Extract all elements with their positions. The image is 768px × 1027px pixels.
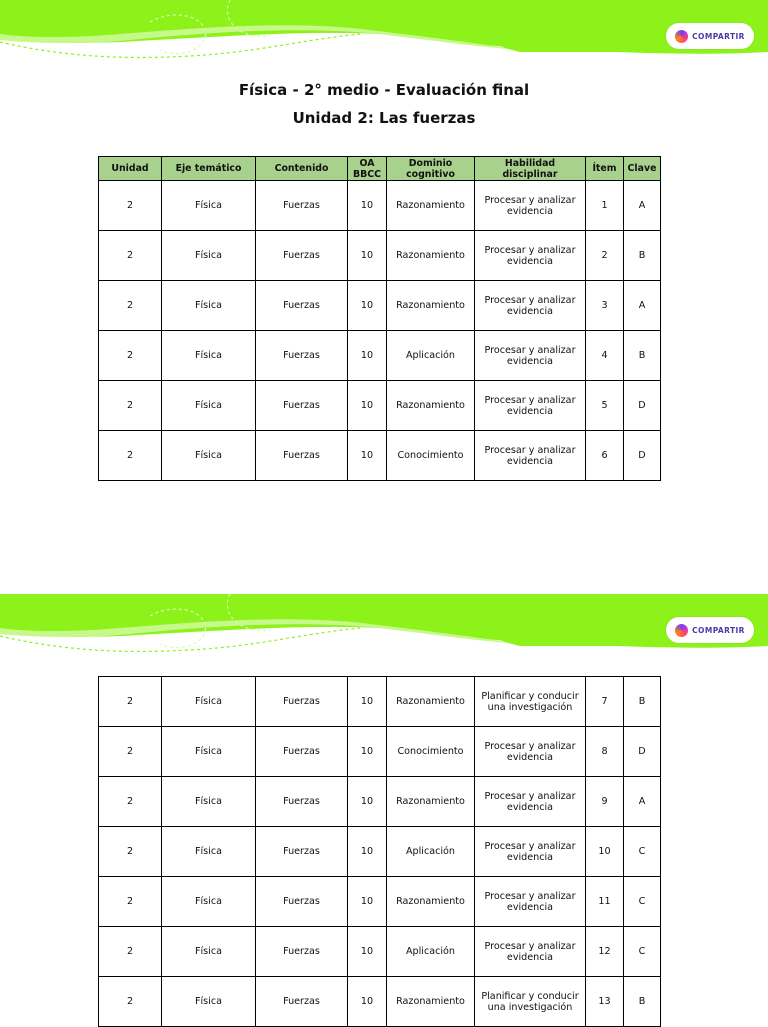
cell-clave: D (624, 381, 661, 431)
logo-text: COMPARTIR (692, 31, 745, 41)
cell-eje: Física (162, 431, 256, 481)
evaluation-table-page-1 (98, 156, 661, 481)
cell-clave: B (624, 977, 661, 1027)
table-row (99, 231, 661, 281)
table-row (99, 977, 661, 1027)
cell-unidad: 2 (99, 927, 162, 977)
cell-clave: A (624, 181, 661, 231)
cell-contenido: Fuerzas (256, 281, 348, 331)
cell-habilidad: Planificar y conducir una investigación (475, 977, 586, 1027)
table-header-row (99, 157, 661, 181)
cell-dominio: Conocimiento (387, 727, 475, 777)
cell-unidad: 2 (99, 977, 162, 1027)
cell-unidad: 2 (99, 281, 162, 331)
table-row (99, 727, 661, 777)
cell-unidad: 2 (99, 331, 162, 381)
cell-dominio: Razonamiento (387, 677, 475, 727)
cell-dominio: Razonamiento (387, 181, 475, 231)
cell-clave: C (624, 927, 661, 977)
cell-habilidad: Procesar y analizar evidencia (475, 181, 586, 231)
cell-oa: 10 (348, 977, 387, 1027)
cell-oa: 10 (348, 877, 387, 927)
cell-oa: 10 (348, 181, 387, 231)
cell-item: 11 (586, 877, 624, 927)
cell-dominio: Aplicación (387, 927, 475, 977)
document-title: Física - 2° medio - Evaluación final (238, 81, 530, 99)
table-row (99, 877, 661, 927)
header-eje-tematico: Eje temático (162, 157, 256, 181)
cell-contenido: Fuerzas (256, 877, 348, 927)
cell-clave: D (624, 727, 661, 777)
cell-contenido: Fuerzas (256, 727, 348, 777)
cell-dominio: Razonamiento (387, 281, 475, 331)
cell-clave: A (624, 777, 661, 827)
cell-habilidad: Procesar y analizar evidencia (475, 231, 586, 281)
cell-item: 3 (586, 281, 624, 331)
cell-unidad: 2 (99, 877, 162, 927)
cell-unidad: 2 (99, 181, 162, 231)
cell-habilidad: Procesar y analizar evidencia (475, 827, 586, 877)
header-habilidad-disciplinar: Habilidad disciplinar (475, 157, 586, 181)
cell-eje: Física (162, 777, 256, 827)
cell-eje: Física (162, 727, 256, 777)
cell-eje: Física (162, 181, 256, 231)
cell-habilidad: Procesar y analizar evidencia (475, 727, 586, 777)
cell-oa: 10 (348, 777, 387, 827)
cell-clave: C (624, 827, 661, 877)
cell-clave: A (624, 281, 661, 331)
cell-habilidad: Procesar y analizar evidencia (475, 877, 586, 927)
cell-item: 2 (586, 231, 624, 281)
cell-eje: Física (162, 977, 256, 1027)
evaluation-table-page-2 (98, 676, 661, 1027)
cell-dominio: Razonamiento (387, 777, 475, 827)
cell-eje: Física (162, 677, 256, 727)
table-row (99, 827, 661, 877)
cell-oa: 10 (348, 431, 387, 481)
cell-item: 9 (586, 777, 624, 827)
compartir-logo (666, 23, 754, 49)
cell-item: 7 (586, 677, 624, 727)
cell-habilidad: Procesar y analizar evidencia (475, 927, 586, 977)
cell-item: 10 (586, 827, 624, 877)
table-row (99, 281, 661, 331)
cell-contenido: Fuerzas (256, 677, 348, 727)
cell-oa: 10 (348, 677, 387, 727)
cell-contenido: Fuerzas (256, 381, 348, 431)
cell-eje: Física (162, 381, 256, 431)
cell-unidad: 2 (99, 827, 162, 877)
cell-eje: Física (162, 281, 256, 331)
document-subtitle: Unidad 2: Las fuerzas (292, 109, 476, 127)
header-contenido: Contenido (256, 157, 348, 181)
table-row (99, 181, 661, 231)
cell-eje: Física (162, 927, 256, 977)
logo-text: COMPARTIR (692, 625, 745, 635)
cell-clave: B (624, 331, 661, 381)
cell-unidad: 2 (99, 431, 162, 481)
cell-dominio: Aplicación (387, 827, 475, 877)
cell-clave: B (624, 231, 661, 281)
cell-unidad: 2 (99, 231, 162, 281)
green-banner-decoration (0, 0, 768, 80)
cell-item: 4 (586, 331, 624, 381)
cell-oa: 10 (348, 827, 387, 877)
cell-item: 12 (586, 927, 624, 977)
cell-contenido: Fuerzas (256, 231, 348, 281)
cell-item: 5 (586, 381, 624, 431)
cell-eje: Física (162, 877, 256, 927)
header-item: Ítem (586, 157, 624, 181)
cell-habilidad: Procesar y analizar evidencia (475, 281, 586, 331)
cell-clave: B (624, 677, 661, 727)
table-row (99, 927, 661, 977)
cell-dominio: Razonamiento (387, 877, 475, 927)
table-row (99, 331, 661, 381)
cell-habilidad: Procesar y analizar evidencia (475, 381, 586, 431)
cell-unidad: 2 (99, 381, 162, 431)
table-row (99, 431, 661, 481)
cell-dominio: Razonamiento (387, 381, 475, 431)
cell-item: 13 (586, 977, 624, 1027)
page-gap (0, 584, 768, 594)
header-dominio-cognitivo: Dominio cognitivo (387, 157, 475, 181)
cell-dominio: Razonamiento (387, 231, 475, 281)
cell-contenido: Fuerzas (256, 977, 348, 1027)
compartir-logo-icon (675, 30, 688, 43)
header-oa-bbcc: OA BBCC (348, 157, 387, 181)
cell-dominio: Razonamiento (387, 977, 475, 1027)
cell-dominio: Aplicación (387, 331, 475, 381)
cell-habilidad: Planificar y conducir una investigación (475, 677, 586, 727)
cell-oa: 10 (348, 381, 387, 431)
cell-contenido: Fuerzas (256, 777, 348, 827)
cell-clave: C (624, 877, 661, 927)
table-row (99, 677, 661, 727)
cell-dominio: Conocimiento (387, 431, 475, 481)
cell-item: 8 (586, 727, 624, 777)
cell-unidad: 2 (99, 727, 162, 777)
header-unidad: Unidad (99, 157, 162, 181)
table-row (99, 381, 661, 431)
cell-item: 6 (586, 431, 624, 481)
cell-oa: 10 (348, 231, 387, 281)
cell-eje: Física (162, 331, 256, 381)
compartir-logo (666, 617, 754, 643)
cell-item: 1 (586, 181, 624, 231)
cell-contenido: Fuerzas (256, 431, 348, 481)
cell-contenido: Fuerzas (256, 181, 348, 231)
table-row (99, 777, 661, 827)
cell-eje: Física (162, 231, 256, 281)
cell-oa: 10 (348, 727, 387, 777)
compartir-logo-icon (675, 624, 688, 637)
cell-eje: Física (162, 827, 256, 877)
green-banner-decoration (0, 594, 768, 674)
cell-habilidad: Procesar y analizar evidencia (475, 431, 586, 481)
cell-contenido: Fuerzas (256, 927, 348, 977)
cell-habilidad: Procesar y analizar evidencia (475, 331, 586, 381)
cell-habilidad: Procesar y analizar evidencia (475, 777, 586, 827)
cell-unidad: 2 (99, 677, 162, 727)
cell-oa: 10 (348, 331, 387, 381)
cell-oa: 10 (348, 927, 387, 977)
header-clave: Clave (624, 157, 661, 181)
cell-unidad: 2 (99, 777, 162, 827)
cell-contenido: Fuerzas (256, 827, 348, 877)
cell-clave: D (624, 431, 661, 481)
cell-contenido: Fuerzas (256, 331, 348, 381)
cell-oa: 10 (348, 281, 387, 331)
